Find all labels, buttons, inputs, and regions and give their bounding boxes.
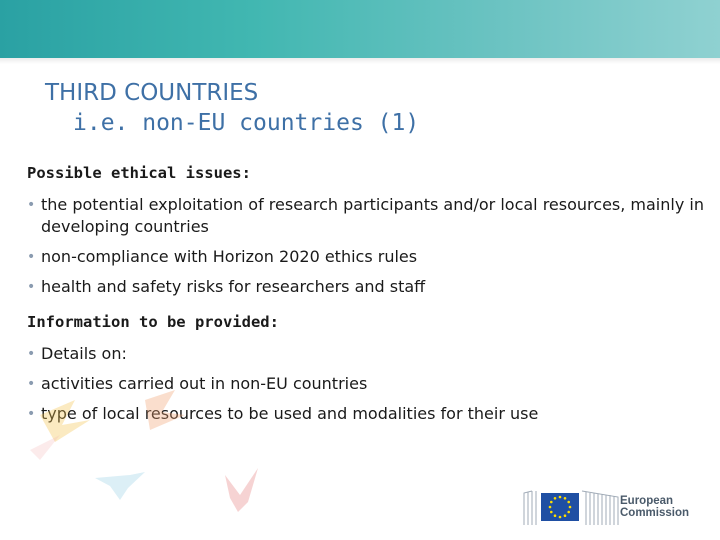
issues-list [27, 194, 707, 298]
list-item: • non-compliance with Horizon 2020 ethics rules [27, 247, 418, 266]
list-item: • health and safety risks for researchers and staff [27, 277, 426, 296]
list-item: • type of local resources to be used and modalities for their use [27, 404, 539, 423]
bullet-icon: • [27, 376, 36, 392]
pink-streak-icon [30, 435, 60, 460]
bullet-icon: • [27, 346, 36, 362]
logo-text: European Commission [620, 495, 690, 519]
list-item: • activities carried out in non-EU countries [27, 374, 368, 393]
slide-title [45, 78, 419, 138]
information-list [27, 343, 707, 425]
title-line-2: i.e. non-EU countries (1) [73, 110, 420, 136]
list-item: • the potential exploitation of research participants and/or local resources, mainly in developing countries [27, 195, 704, 236]
list-item: • Details on: [27, 344, 127, 363]
bullet-icon: • [27, 406, 36, 422]
pink-bird-icon [225, 468, 258, 512]
section-heading-issues: Possible ethical issues: [27, 164, 251, 182]
section-heading-information: Information to be provided: [27, 313, 279, 331]
bullet-icon: • [27, 249, 36, 265]
bullet-icon: • [27, 279, 36, 295]
slide-content [27, 160, 707, 433]
blue-bird-icon [95, 472, 145, 500]
bullet-icon: • [27, 197, 36, 213]
european-commission-logo [522, 487, 712, 525]
header-band [0, 0, 720, 58]
title-line-1: THIRD COUNTRIES [45, 80, 259, 106]
commission-building-icon [522, 487, 620, 525]
